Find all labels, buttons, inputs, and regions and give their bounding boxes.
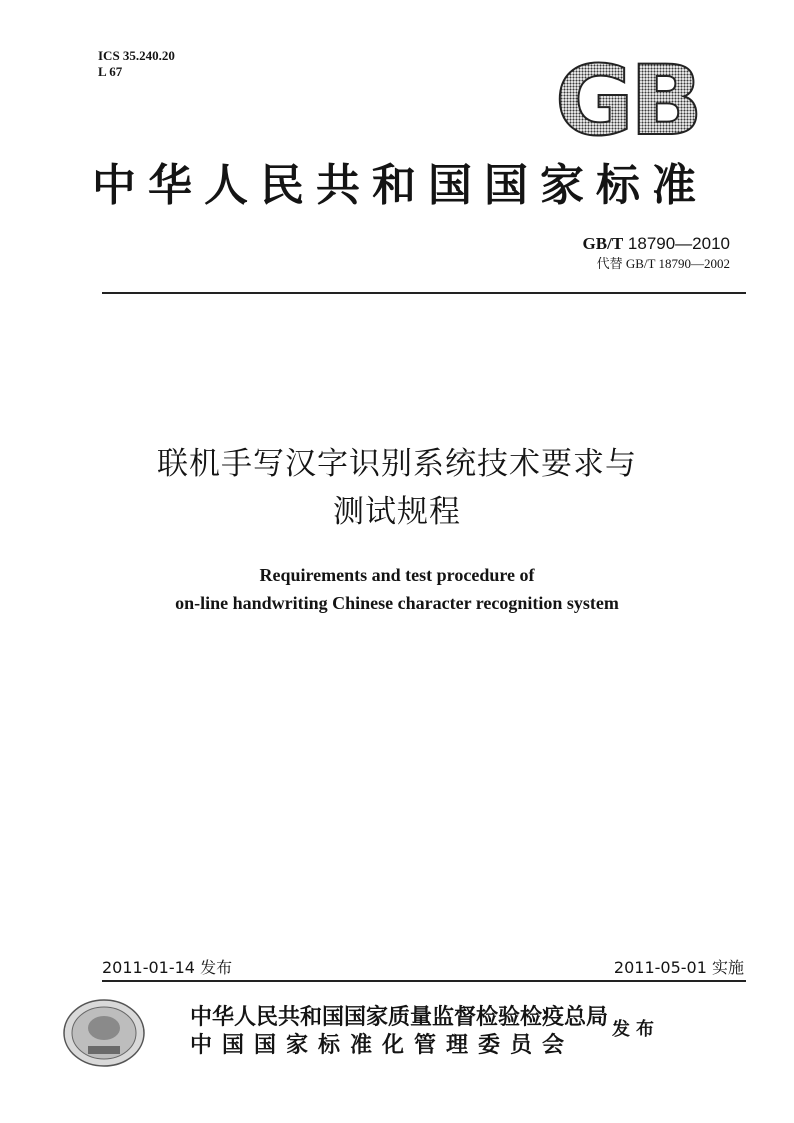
classification-codes <box>98 48 175 80</box>
header-divider <box>102 292 746 294</box>
english-title-line-1: Requirements and test procedure of <box>259 565 535 585</box>
gb-logo <box>542 58 712 144</box>
publish-label: 发布 <box>612 1019 660 1040</box>
standard-number <box>583 234 730 254</box>
official-seal-icon <box>62 998 146 1068</box>
chinese-title-line-1: 联机手写汉字识别系统技术要求与 <box>157 446 637 482</box>
issuer-aqsiq: 中华人民共和国国家质量监督检验检疫总局 <box>190 1005 609 1030</box>
issuer-sac: 中国国家标准化管理委员会 <box>190 1033 575 1058</box>
english-title-line-2: on-line handwriting Chinese character recognition system <box>175 593 619 613</box>
effective-date: 2011-05-01 实施 <box>613 958 744 977</box>
replaces-standard: 代替 GB/T 18790—2002 <box>596 256 730 271</box>
footer-divider <box>102 980 746 982</box>
standard-number-value: 18790—2010 <box>627 234 730 253</box>
ics-code: ICS 35.240.20 <box>98 48 175 63</box>
svg-text:GB: GB <box>555 58 699 144</box>
national-standard-title: 中华人民共和国国家标准 <box>92 160 708 211</box>
chinese-title-line-2: 测试规程 <box>333 494 461 530</box>
standard-prefix: GB/T <box>582 234 624 253</box>
class-code: L 67 <box>98 64 123 79</box>
issue-date: 2011-01-14 发布 <box>102 958 233 977</box>
